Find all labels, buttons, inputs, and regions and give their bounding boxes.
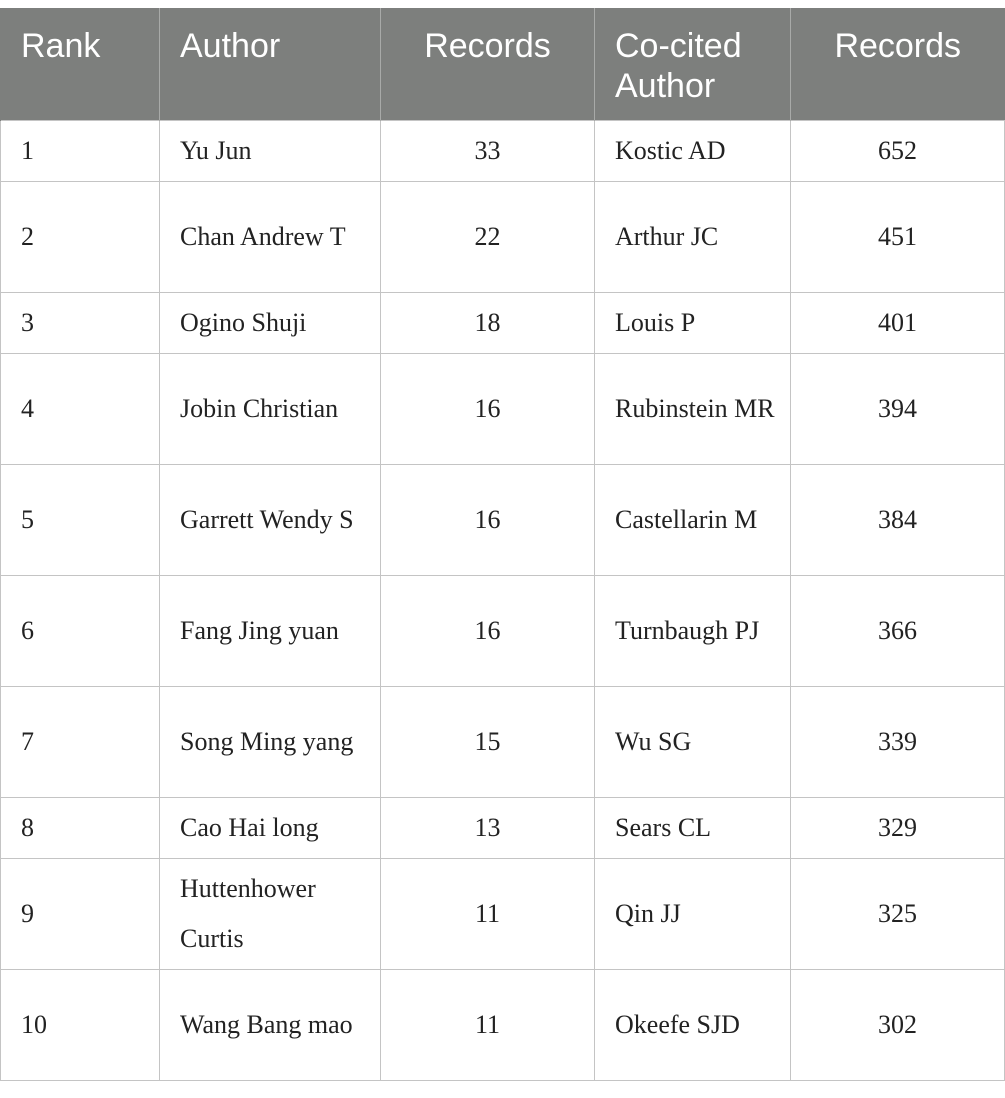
cell-rank: 3 <box>1 293 160 354</box>
authors-table <box>0 8 1005 1081</box>
cell-co-cited-records: 302 <box>791 970 1005 1081</box>
cell-co-cited-author: Sears CL <box>595 798 791 859</box>
cell-rank: 2 <box>1 182 160 293</box>
header-author: Author <box>160 8 381 121</box>
cell-co-cited-records: 451 <box>791 182 1005 293</box>
header-row <box>1 8 1005 121</box>
cell-author: Jobin Christian <box>160 354 381 465</box>
cell-author: Fang Jing yuan <box>160 576 381 687</box>
cell-records: 15 <box>381 687 595 798</box>
table-row <box>1 121 1005 182</box>
cell-records: 22 <box>381 182 595 293</box>
cell-author: Wang Bang mao <box>160 970 381 1081</box>
cell-co-cited-author: Kostic AD <box>595 121 791 182</box>
table-body <box>1 121 1005 1081</box>
cell-records: 16 <box>381 354 595 465</box>
cell-rank: 5 <box>1 465 160 576</box>
table-row <box>1 182 1005 293</box>
cell-records: 13 <box>381 798 595 859</box>
cell-co-cited-records: 652 <box>791 121 1005 182</box>
cell-co-cited-records: 401 <box>791 293 1005 354</box>
cell-author: Cao Hai long <box>160 798 381 859</box>
header-rank: Rank <box>1 8 160 121</box>
cell-author: Ogino Shuji <box>160 293 381 354</box>
cell-co-cited-author: Castellarin M <box>595 465 791 576</box>
cell-rank: 9 <box>1 859 160 970</box>
cell-co-cited-author: Qin JJ <box>595 859 791 970</box>
table-row <box>1 970 1005 1081</box>
cell-rank: 6 <box>1 576 160 687</box>
cell-records: 16 <box>381 465 595 576</box>
cell-co-cited-author: Rubinstein MR <box>595 354 791 465</box>
table-row <box>1 798 1005 859</box>
cell-co-cited-author: Okeefe SJD <box>595 970 791 1081</box>
table-row <box>1 354 1005 465</box>
cell-author: Huttenhower Curtis <box>160 859 381 970</box>
cell-records: 18 <box>381 293 595 354</box>
cell-records: 33 <box>381 121 595 182</box>
cell-author: Song Ming yang <box>160 687 381 798</box>
cell-author: Garrett Wendy S <box>160 465 381 576</box>
cell-co-cited-author: Turnbaugh PJ <box>595 576 791 687</box>
table-row <box>1 859 1005 970</box>
cell-co-cited-records: 366 <box>791 576 1005 687</box>
table-row <box>1 465 1005 576</box>
cell-author: Chan Andrew T <box>160 182 381 293</box>
table-row <box>1 576 1005 687</box>
header-co-cited-records: Records <box>791 8 1005 121</box>
cell-rank: 1 <box>1 121 160 182</box>
table-container <box>0 8 1005 1081</box>
header-records: Records <box>381 8 595 121</box>
cell-rank: 4 <box>1 354 160 465</box>
cell-co-cited-author: Wu SG <box>595 687 791 798</box>
cell-co-cited-records: 325 <box>791 859 1005 970</box>
cell-co-cited-records: 339 <box>791 687 1005 798</box>
cell-author: Yu Jun <box>160 121 381 182</box>
table-header <box>1 8 1005 121</box>
cell-rank: 7 <box>1 687 160 798</box>
cell-co-cited-records: 394 <box>791 354 1005 465</box>
table-row <box>1 293 1005 354</box>
cell-co-cited-author: Louis P <box>595 293 791 354</box>
cell-records: 11 <box>381 970 595 1081</box>
cell-rank: 10 <box>1 970 160 1081</box>
cell-co-cited-records: 329 <box>791 798 1005 859</box>
header-co-cited-author: Co-cited Author <box>595 8 791 121</box>
cell-co-cited-records: 384 <box>791 465 1005 576</box>
cell-records: 16 <box>381 576 595 687</box>
cell-co-cited-author: Arthur JC <box>595 182 791 293</box>
cell-records: 11 <box>381 859 595 970</box>
table-row <box>1 687 1005 798</box>
cell-rank: 8 <box>1 798 160 859</box>
